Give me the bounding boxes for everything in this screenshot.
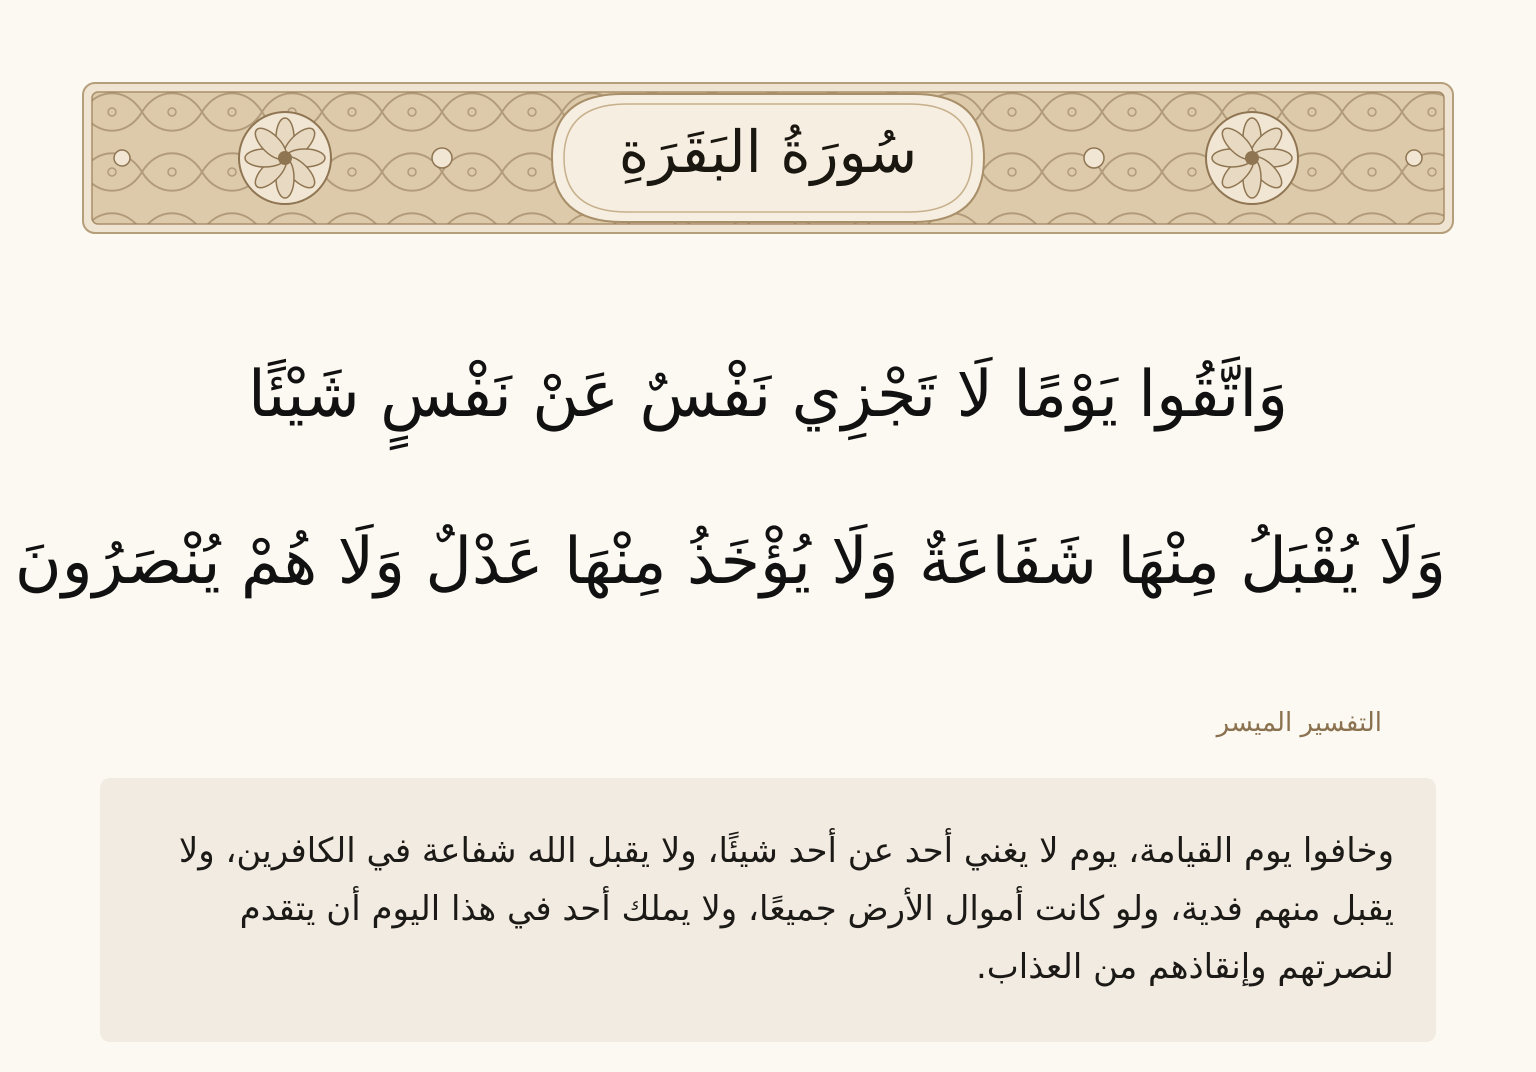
tafsir-box <box>100 778 1436 1042</box>
verse-line-2-text: وَلَا يُقْبَلُ مِنْهَا شَفَاعَةٌ وَلَا يُؤْخَذُ مِنْهَا عَدْلٌ وَلَا هُمْ يُنْصَرُونَ <box>14 525 1446 599</box>
verse-line-1 <box>90 345 1446 445</box>
verse-line-2 <box>14 512 1446 612</box>
tafsir-text: وخافوا يوم القيامة، يوم لا يغني أحد عن أحد شيئًا، ولا يقبل الله شفاعة في الكافرين، ولا يقبل منهم فدية، ولو كانت أموال الأرض جميعًا، ولا يملك أحد في هذا اليوم أن يتقدم لنصرتهم وإنقاذهم من العذاب. <box>178 831 1394 987</box>
tafsir-label: التفسير الميسر <box>1216 708 1382 738</box>
surah-banner <box>82 82 1454 234</box>
verse-line-1-text: وَاتَّقُوا يَوْمًا لَا تَجْزِي نَفْسٌ عَنْ نَفْسٍ شَيْئًا <box>247 358 1289 432</box>
surah-title: سُورَةُ البَقَرَةِ <box>618 118 918 186</box>
